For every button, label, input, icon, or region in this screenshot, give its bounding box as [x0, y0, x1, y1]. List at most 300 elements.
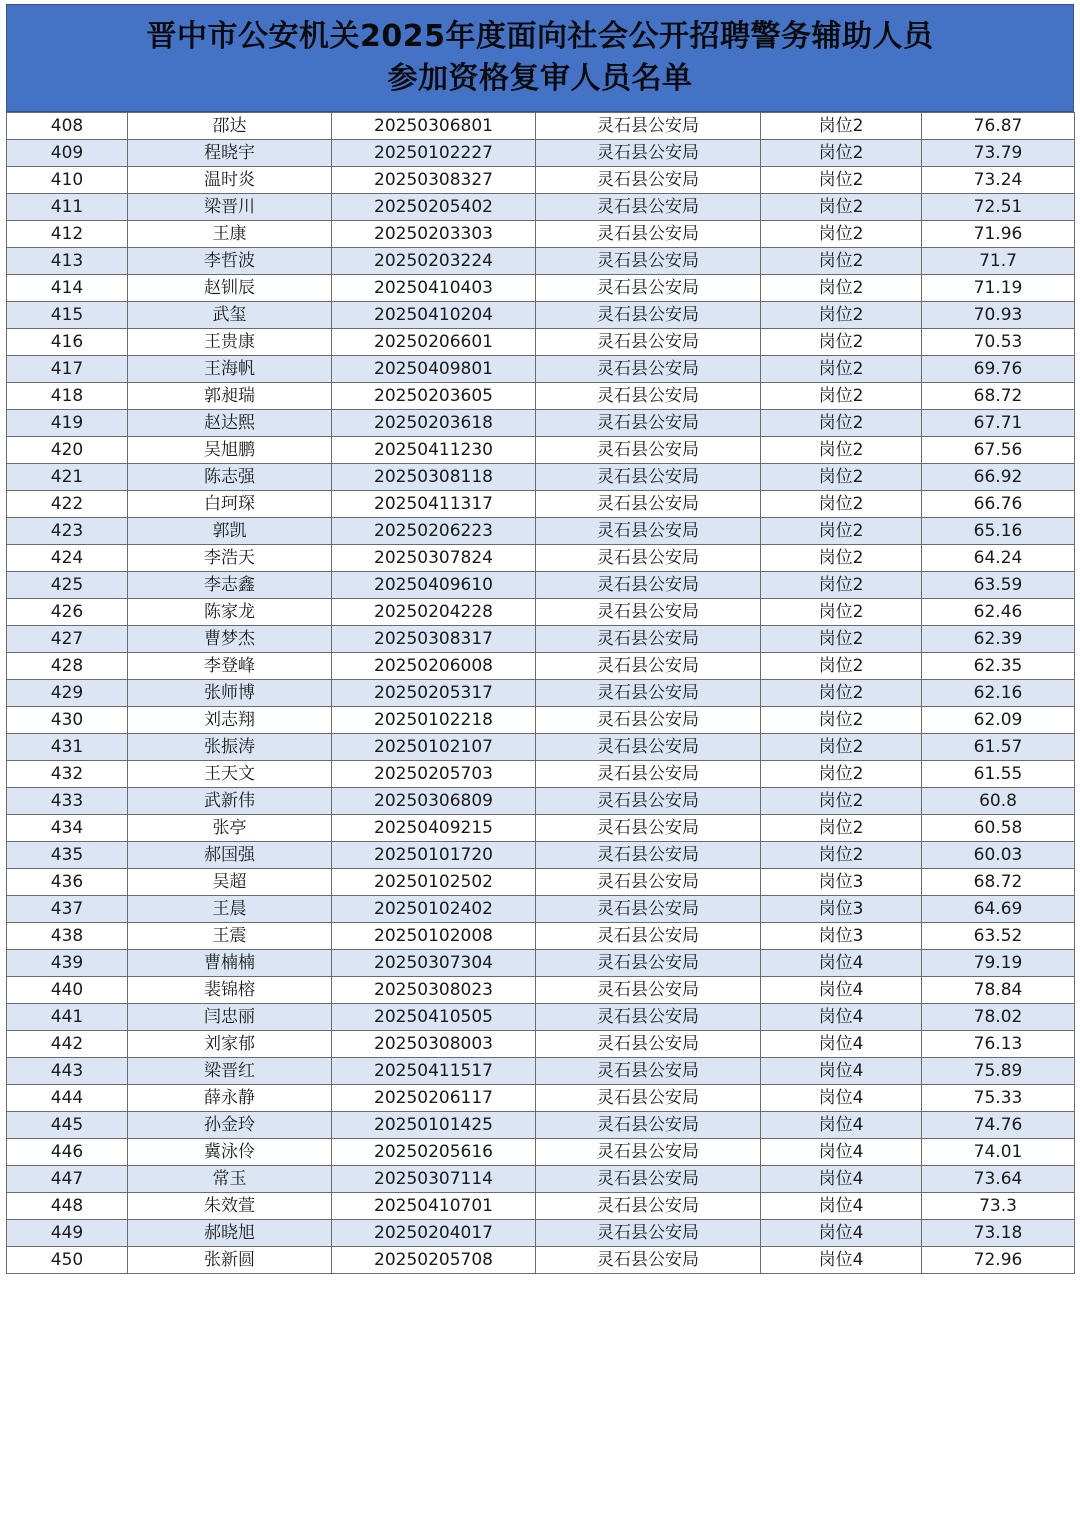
position-cell: 岗位2 — [761, 275, 922, 302]
name-cell: 邵达 — [128, 113, 332, 140]
unit-cell: 灵石县公安局 — [536, 734, 761, 761]
unit-cell: 灵石县公安局 — [536, 923, 761, 950]
position-cell: 岗位2 — [761, 221, 922, 248]
exam-id-cell: 20250102008 — [332, 923, 536, 950]
name-cell: 郭凯 — [128, 518, 332, 545]
table-row — [7, 1031, 1075, 1058]
position-cell: 岗位2 — [761, 437, 922, 464]
table-body — [7, 113, 1075, 1274]
unit-cell: 灵石县公安局 — [536, 167, 761, 194]
position-cell: 岗位2 — [761, 518, 922, 545]
score-cell: 62.35 — [922, 653, 1075, 680]
name-cell: 张振涛 — [128, 734, 332, 761]
title-line-2: 参加资格复审人员名单 — [387, 61, 693, 96]
table-row — [7, 977, 1075, 1004]
name-cell: 李志鑫 — [128, 572, 332, 599]
name-cell: 郝晓旭 — [128, 1220, 332, 1247]
row-number-cell: 436 — [7, 869, 128, 896]
score-cell: 68.72 — [922, 383, 1075, 410]
table-row — [7, 788, 1075, 815]
table-row — [7, 194, 1075, 221]
table-row — [7, 572, 1075, 599]
row-number-cell: 418 — [7, 383, 128, 410]
exam-id-cell: 20250308023 — [332, 977, 536, 1004]
position-cell: 岗位4 — [761, 1004, 922, 1031]
table-row — [7, 383, 1075, 410]
score-cell: 65.16 — [922, 518, 1075, 545]
score-cell: 64.24 — [922, 545, 1075, 572]
unit-cell: 灵石县公安局 — [536, 518, 761, 545]
name-cell: 陈志强 — [128, 464, 332, 491]
unit-cell: 灵石县公安局 — [536, 1085, 761, 1112]
name-cell: 张亭 — [128, 815, 332, 842]
position-cell: 岗位2 — [761, 545, 922, 572]
row-number-cell: 440 — [7, 977, 128, 1004]
score-cell: 76.13 — [922, 1031, 1075, 1058]
unit-cell: 灵石县公安局 — [536, 1112, 761, 1139]
score-cell: 62.16 — [922, 680, 1075, 707]
score-cell: 78.02 — [922, 1004, 1075, 1031]
exam-id-cell: 20250206601 — [332, 329, 536, 356]
score-cell: 60.8 — [922, 788, 1075, 815]
position-cell: 岗位2 — [761, 842, 922, 869]
name-cell: 闫忠丽 — [128, 1004, 332, 1031]
unit-cell: 灵石县公安局 — [536, 626, 761, 653]
table-row — [7, 707, 1075, 734]
unit-cell: 灵石县公安局 — [536, 329, 761, 356]
score-cell: 60.03 — [922, 842, 1075, 869]
score-cell: 72.96 — [922, 1247, 1075, 1274]
row-number-cell: 414 — [7, 275, 128, 302]
position-cell: 岗位2 — [761, 572, 922, 599]
table-row — [7, 248, 1075, 275]
table-row — [7, 275, 1075, 302]
unit-cell: 灵石县公安局 — [536, 761, 761, 788]
table-row — [7, 302, 1075, 329]
unit-cell: 灵石县公安局 — [536, 977, 761, 1004]
score-cell: 67.56 — [922, 437, 1075, 464]
unit-cell: 灵石县公安局 — [536, 464, 761, 491]
unit-cell: 灵石县公安局 — [536, 1058, 761, 1085]
row-number-cell: 421 — [7, 464, 128, 491]
row-number-cell: 442 — [7, 1031, 128, 1058]
score-cell: 71.7 — [922, 248, 1075, 275]
position-cell: 岗位2 — [761, 329, 922, 356]
exam-id-cell: 20250101720 — [332, 842, 536, 869]
score-cell: 63.59 — [922, 572, 1075, 599]
name-cell: 郝国强 — [128, 842, 332, 869]
exam-id-cell: 20250203618 — [332, 410, 536, 437]
exam-id-cell: 20250206117 — [332, 1085, 536, 1112]
row-number-cell: 416 — [7, 329, 128, 356]
score-cell: 71.96 — [922, 221, 1075, 248]
score-cell: 63.52 — [922, 923, 1075, 950]
name-cell: 王海帆 — [128, 356, 332, 383]
row-number-cell: 408 — [7, 113, 128, 140]
unit-cell: 灵石县公安局 — [536, 194, 761, 221]
unit-cell: 灵石县公安局 — [536, 1004, 761, 1031]
table-row — [7, 896, 1075, 923]
table-row — [7, 1193, 1075, 1220]
table-row — [7, 923, 1075, 950]
name-cell: 李浩天 — [128, 545, 332, 572]
table-row — [7, 167, 1075, 194]
name-cell: 王天文 — [128, 761, 332, 788]
name-cell: 李哲波 — [128, 248, 332, 275]
unit-cell: 灵石县公安局 — [536, 950, 761, 977]
position-cell: 岗位4 — [761, 1031, 922, 1058]
score-cell: 73.24 — [922, 167, 1075, 194]
unit-cell: 灵石县公安局 — [536, 356, 761, 383]
name-cell: 薛永静 — [128, 1085, 332, 1112]
unit-cell: 灵石县公安局 — [536, 842, 761, 869]
exam-id-cell: 20250102107 — [332, 734, 536, 761]
score-cell: 62.09 — [922, 707, 1075, 734]
name-cell: 武玺 — [128, 302, 332, 329]
position-cell: 岗位2 — [761, 599, 922, 626]
score-cell: 68.72 — [922, 869, 1075, 896]
exam-id-cell: 20250205402 — [332, 194, 536, 221]
score-cell: 62.39 — [922, 626, 1075, 653]
table-row — [7, 113, 1075, 140]
table-row — [7, 734, 1075, 761]
row-number-cell: 424 — [7, 545, 128, 572]
row-number-cell: 420 — [7, 437, 128, 464]
unit-cell: 灵石县公安局 — [536, 572, 761, 599]
position-cell: 岗位2 — [761, 356, 922, 383]
name-cell: 曹梦杰 — [128, 626, 332, 653]
unit-cell: 灵石县公安局 — [536, 410, 761, 437]
exam-id-cell: 20250102402 — [332, 896, 536, 923]
position-cell: 岗位2 — [761, 626, 922, 653]
exam-id-cell: 20250308118 — [332, 464, 536, 491]
exam-id-cell: 20250206008 — [332, 653, 536, 680]
row-number-cell: 413 — [7, 248, 128, 275]
unit-cell: 灵石县公安局 — [536, 1166, 761, 1193]
table-row — [7, 842, 1075, 869]
table-row — [7, 329, 1075, 356]
score-cell: 73.79 — [922, 140, 1075, 167]
score-cell: 62.46 — [922, 599, 1075, 626]
score-cell: 79.19 — [922, 950, 1075, 977]
unit-cell: 灵石县公安局 — [536, 599, 761, 626]
unit-cell: 灵石县公安局 — [536, 113, 761, 140]
title-banner — [6, 4, 1074, 112]
position-cell: 岗位2 — [761, 248, 922, 275]
row-number-cell: 410 — [7, 167, 128, 194]
score-cell: 76.87 — [922, 113, 1075, 140]
row-number-cell: 428 — [7, 653, 128, 680]
position-cell: 岗位4 — [761, 1139, 922, 1166]
exam-id-cell: 20250307824 — [332, 545, 536, 572]
unit-cell: 灵石县公安局 — [536, 1139, 761, 1166]
score-cell: 64.69 — [922, 896, 1075, 923]
position-cell: 岗位4 — [761, 1220, 922, 1247]
row-number-cell: 441 — [7, 1004, 128, 1031]
row-number-cell: 439 — [7, 950, 128, 977]
unit-cell: 灵石县公安局 — [536, 275, 761, 302]
score-cell: 72.51 — [922, 194, 1075, 221]
unit-cell: 灵石县公安局 — [536, 707, 761, 734]
row-number-cell: 450 — [7, 1247, 128, 1274]
exam-id-cell: 20250306801 — [332, 113, 536, 140]
table-row — [7, 464, 1075, 491]
table-row — [7, 626, 1075, 653]
exam-id-cell: 20250204017 — [332, 1220, 536, 1247]
unit-cell: 灵石县公安局 — [536, 140, 761, 167]
row-number-cell: 415 — [7, 302, 128, 329]
row-number-cell: 409 — [7, 140, 128, 167]
name-cell: 吴旭鹏 — [128, 437, 332, 464]
position-cell: 岗位4 — [761, 1112, 922, 1139]
unit-cell: 灵石县公安局 — [536, 302, 761, 329]
row-number-cell: 446 — [7, 1139, 128, 1166]
unit-cell: 灵石县公安局 — [536, 1220, 761, 1247]
table-row — [7, 518, 1075, 545]
table-row — [7, 1058, 1075, 1085]
name-cell: 李登峰 — [128, 653, 332, 680]
score-cell: 71.19 — [922, 275, 1075, 302]
name-cell: 张新圆 — [128, 1247, 332, 1274]
name-cell: 陈家龙 — [128, 599, 332, 626]
unit-cell: 灵石县公安局 — [536, 383, 761, 410]
table-row — [7, 356, 1075, 383]
score-cell: 61.55 — [922, 761, 1075, 788]
score-cell: 74.76 — [922, 1112, 1075, 1139]
name-cell: 王康 — [128, 221, 332, 248]
exam-id-cell: 20250410505 — [332, 1004, 536, 1031]
row-number-cell: 443 — [7, 1058, 128, 1085]
name-cell: 孙金玲 — [128, 1112, 332, 1139]
name-cell: 白珂琛 — [128, 491, 332, 518]
row-number-cell: 448 — [7, 1193, 128, 1220]
row-number-cell: 417 — [7, 356, 128, 383]
position-cell: 岗位2 — [761, 140, 922, 167]
exam-id-cell: 20250206223 — [332, 518, 536, 545]
exam-id-cell: 20250203303 — [332, 221, 536, 248]
table-row — [7, 869, 1075, 896]
row-number-cell: 433 — [7, 788, 128, 815]
row-number-cell: 438 — [7, 923, 128, 950]
name-cell: 冀泳伶 — [128, 1139, 332, 1166]
table-row — [7, 221, 1075, 248]
unit-cell: 灵石县公安局 — [536, 491, 761, 518]
unit-cell: 灵石县公安局 — [536, 248, 761, 275]
title-line-1: 晋中市公安机关2025年度面向社会公开招聘警务辅助人员 — [146, 19, 934, 54]
unit-cell: 灵石县公安局 — [536, 680, 761, 707]
name-cell: 赵达熙 — [128, 410, 332, 437]
row-number-cell: 425 — [7, 572, 128, 599]
unit-cell: 灵石县公安局 — [536, 653, 761, 680]
table-row — [7, 653, 1075, 680]
exam-id-cell: 20250307114 — [332, 1166, 536, 1193]
row-number-cell: 411 — [7, 194, 128, 221]
row-number-cell: 419 — [7, 410, 128, 437]
score-cell: 73.18 — [922, 1220, 1075, 1247]
table-row — [7, 599, 1075, 626]
position-cell: 岗位4 — [761, 977, 922, 1004]
position-cell: 岗位2 — [761, 491, 922, 518]
row-number-cell: 427 — [7, 626, 128, 653]
exam-id-cell: 20250308327 — [332, 167, 536, 194]
row-number-cell: 444 — [7, 1085, 128, 1112]
row-number-cell: 447 — [7, 1166, 128, 1193]
exam-id-cell: 20250409610 — [332, 572, 536, 599]
name-cell: 武新伟 — [128, 788, 332, 815]
table-row — [7, 761, 1075, 788]
unit-cell: 灵石县公安局 — [536, 1193, 761, 1220]
row-number-cell: 434 — [7, 815, 128, 842]
table-row — [7, 1220, 1075, 1247]
exam-id-cell: 20250102227 — [332, 140, 536, 167]
position-cell: 岗位3 — [761, 869, 922, 896]
row-number-cell: 423 — [7, 518, 128, 545]
position-cell: 岗位2 — [761, 707, 922, 734]
position-cell: 岗位2 — [761, 761, 922, 788]
position-cell: 岗位2 — [761, 410, 922, 437]
exam-id-cell: 20250308317 — [332, 626, 536, 653]
table-row — [7, 1085, 1075, 1112]
name-cell: 朱效萱 — [128, 1193, 332, 1220]
unit-cell: 灵石县公安局 — [536, 896, 761, 923]
score-cell: 66.76 — [922, 491, 1075, 518]
exam-id-cell: 20250205616 — [332, 1139, 536, 1166]
table-row — [7, 437, 1075, 464]
unit-cell: 灵石县公安局 — [536, 545, 761, 572]
name-cell: 郭昶瑞 — [128, 383, 332, 410]
table-row — [7, 491, 1075, 518]
exam-id-cell: 20250409801 — [332, 356, 536, 383]
score-cell: 75.89 — [922, 1058, 1075, 1085]
position-cell: 岗位2 — [761, 194, 922, 221]
table-row — [7, 1139, 1075, 1166]
position-cell: 岗位2 — [761, 815, 922, 842]
row-number-cell: 445 — [7, 1112, 128, 1139]
name-cell: 王晨 — [128, 896, 332, 923]
position-cell: 岗位4 — [761, 1058, 922, 1085]
score-cell: 78.84 — [922, 977, 1075, 1004]
table-row — [7, 545, 1075, 572]
position-cell: 岗位2 — [761, 680, 922, 707]
unit-cell: 灵石县公安局 — [536, 869, 761, 896]
row-number-cell: 429 — [7, 680, 128, 707]
unit-cell: 灵石县公安局 — [536, 788, 761, 815]
exam-id-cell: 20250411230 — [332, 437, 536, 464]
score-cell: 70.93 — [922, 302, 1075, 329]
exam-id-cell: 20250102218 — [332, 707, 536, 734]
position-cell: 岗位4 — [761, 1193, 922, 1220]
unit-cell: 灵石县公安局 — [536, 221, 761, 248]
table-row — [7, 1112, 1075, 1139]
name-cell: 裴锦榕 — [128, 977, 332, 1004]
row-number-cell: 422 — [7, 491, 128, 518]
score-cell: 73.64 — [922, 1166, 1075, 1193]
table-row — [7, 140, 1075, 167]
row-number-cell: 426 — [7, 599, 128, 626]
name-cell: 刘志翔 — [128, 707, 332, 734]
score-cell: 73.3 — [922, 1193, 1075, 1220]
score-cell: 61.57 — [922, 734, 1075, 761]
unit-cell: 灵石县公安局 — [536, 1247, 761, 1274]
exam-id-cell: 20250410204 — [332, 302, 536, 329]
exam-id-cell: 20250307304 — [332, 950, 536, 977]
position-cell: 岗位2 — [761, 383, 922, 410]
name-cell: 温时炎 — [128, 167, 332, 194]
name-cell: 王震 — [128, 923, 332, 950]
name-cell: 吴超 — [128, 869, 332, 896]
name-cell: 赵钏辰 — [128, 275, 332, 302]
unit-cell: 灵石县公安局 — [536, 815, 761, 842]
exam-id-cell: 20250101425 — [332, 1112, 536, 1139]
table-row — [7, 1247, 1075, 1274]
table-row — [7, 410, 1075, 437]
name-cell: 曹楠楠 — [128, 950, 332, 977]
row-number-cell: 430 — [7, 707, 128, 734]
name-cell: 王贵康 — [128, 329, 332, 356]
exam-id-cell: 20250411517 — [332, 1058, 536, 1085]
exam-id-cell: 20250204228 — [332, 599, 536, 626]
exam-id-cell: 20250203605 — [332, 383, 536, 410]
score-cell: 60.58 — [922, 815, 1075, 842]
position-cell: 岗位4 — [761, 1247, 922, 1274]
row-number-cell: 432 — [7, 761, 128, 788]
exam-id-cell: 20250411317 — [332, 491, 536, 518]
row-number-cell: 437 — [7, 896, 128, 923]
table-row — [7, 1004, 1075, 1031]
position-cell: 岗位4 — [761, 950, 922, 977]
position-cell: 岗位2 — [761, 734, 922, 761]
position-cell: 岗位2 — [761, 113, 922, 140]
row-number-cell: 449 — [7, 1220, 128, 1247]
position-cell: 岗位4 — [761, 1085, 922, 1112]
document-sheet — [6, 4, 1074, 1274]
row-number-cell: 412 — [7, 221, 128, 248]
score-cell: 67.71 — [922, 410, 1075, 437]
name-cell: 梁晋红 — [128, 1058, 332, 1085]
exam-id-cell: 20250205708 — [332, 1247, 536, 1274]
unit-cell: 灵石县公安局 — [536, 437, 761, 464]
exam-id-cell: 20250205317 — [332, 680, 536, 707]
position-cell: 岗位2 — [761, 788, 922, 815]
exam-id-cell: 20250308003 — [332, 1031, 536, 1058]
position-cell: 岗位2 — [761, 167, 922, 194]
unit-cell: 灵石县公安局 — [536, 1031, 761, 1058]
name-cell: 梁晋川 — [128, 194, 332, 221]
table-row — [7, 950, 1075, 977]
position-cell: 岗位2 — [761, 653, 922, 680]
position-cell: 岗位3 — [761, 923, 922, 950]
table-row — [7, 1166, 1075, 1193]
row-number-cell: 435 — [7, 842, 128, 869]
exam-id-cell: 20250102502 — [332, 869, 536, 896]
position-cell: 岗位2 — [761, 302, 922, 329]
position-cell: 岗位2 — [761, 464, 922, 491]
name-cell: 常玉 — [128, 1166, 332, 1193]
exam-id-cell: 20250409215 — [332, 815, 536, 842]
score-cell: 66.92 — [922, 464, 1075, 491]
name-cell: 刘家郁 — [128, 1031, 332, 1058]
table-row — [7, 815, 1075, 842]
position-cell: 岗位4 — [761, 1166, 922, 1193]
position-cell: 岗位3 — [761, 896, 922, 923]
score-cell: 70.53 — [922, 329, 1075, 356]
name-cell: 程晓宇 — [128, 140, 332, 167]
exam-id-cell: 20250203224 — [332, 248, 536, 275]
table-row — [7, 680, 1075, 707]
score-cell: 74.01 — [922, 1139, 1075, 1166]
name-cell: 张师博 — [128, 680, 332, 707]
candidate-table — [6, 112, 1075, 1274]
